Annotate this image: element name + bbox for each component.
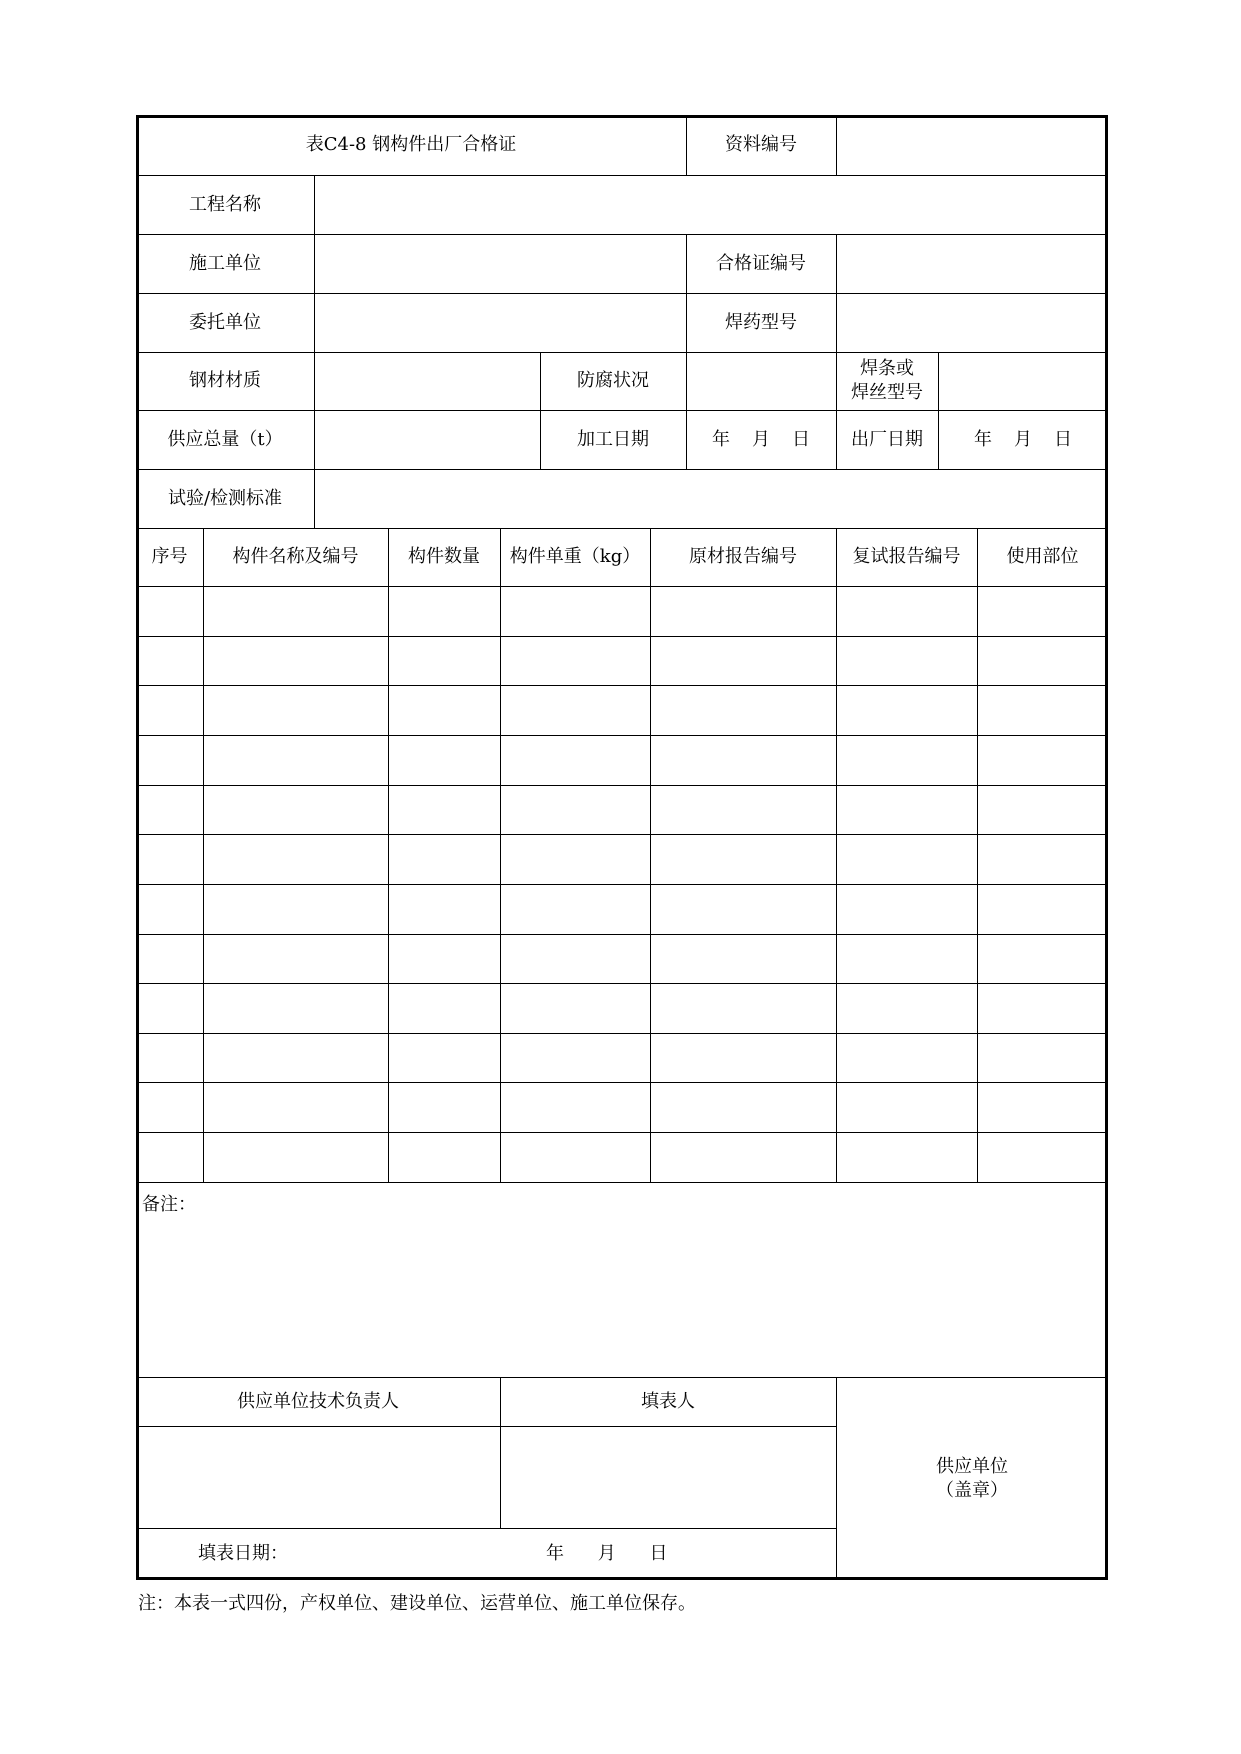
filler-label: 填表人 bbox=[641, 1390, 695, 1412]
processing-date-month: 月 bbox=[752, 428, 770, 450]
test-standard-field[interactable] bbox=[314, 469, 1108, 528]
col-divider bbox=[388, 528, 389, 1182]
col-header-quantity: 构件数量 bbox=[408, 546, 480, 567]
doc-no-label: 资料编号 bbox=[725, 134, 797, 155]
flux-model-field[interactable] bbox=[836, 293, 1108, 352]
fill-date-label: 填表日期： bbox=[198, 1543, 288, 1564]
processing-date-day: 日 bbox=[792, 428, 810, 450]
row-divider bbox=[136, 834, 1108, 835]
tech-lead-label: 供应单位技术负责人 bbox=[237, 1390, 399, 1412]
row-divider bbox=[136, 1082, 1108, 1083]
factory-date-year: 年 bbox=[974, 428, 992, 450]
fill-date-year: 年 bbox=[546, 1543, 564, 1564]
row-divider bbox=[136, 685, 1108, 686]
col-divider bbox=[977, 528, 978, 1182]
seal-label: （盖章） bbox=[936, 1479, 1008, 1501]
footnote: 注：本表一式四份，产权单位、建设单位、运营单位、施工单位保存。 bbox=[138, 1593, 696, 1614]
doc-no-field[interactable] bbox=[836, 115, 1108, 175]
col-divider bbox=[203, 528, 204, 1182]
supplier-seal-area[interactable] bbox=[836, 1377, 1108, 1580]
factory-date-field[interactable] bbox=[938, 410, 1108, 469]
electrode-label bbox=[836, 352, 938, 410]
fill-date-month: 月 bbox=[597, 1543, 616, 1564]
col-header-name: 构件名称及编号 bbox=[232, 546, 359, 567]
col-header-retest-report: 复试报告编号 bbox=[852, 546, 961, 567]
electrode-label-line2: 焊丝型号 bbox=[851, 382, 923, 403]
col-header-usage-location: 使用部位 bbox=[1006, 546, 1079, 567]
anticorrosion-label: 防腐状况 bbox=[577, 370, 649, 391]
row-divider bbox=[136, 1033, 1108, 1034]
row-divider bbox=[136, 636, 1108, 637]
col-header-unit-weight: 构件单重（kg） bbox=[509, 546, 641, 567]
client-unit-label: 委托单位 bbox=[189, 311, 261, 333]
construction-unit-label: 施工单位 bbox=[189, 252, 261, 274]
col-divider bbox=[836, 528, 837, 1182]
factory-date-month: 月 bbox=[1014, 428, 1032, 450]
tech-lead-signature-field[interactable] bbox=[136, 1426, 500, 1528]
row-divider bbox=[136, 934, 1108, 935]
factory-date-label: 出厂日期 bbox=[851, 428, 923, 450]
row-divider bbox=[136, 1182, 1108, 1183]
row-divider bbox=[136, 1132, 1108, 1133]
row-divider bbox=[136, 785, 1108, 786]
project-name-field[interactable] bbox=[314, 175, 1108, 234]
construction-unit-field[interactable] bbox=[314, 234, 686, 293]
client-unit-field[interactable] bbox=[314, 293, 686, 352]
steel-material-field[interactable] bbox=[314, 352, 540, 410]
test-standard-label: 试验/检测标准 bbox=[167, 487, 283, 509]
project-name-label: 工程名称 bbox=[189, 193, 261, 215]
fill-date-day: 日 bbox=[649, 1543, 668, 1564]
row-divider bbox=[136, 586, 1108, 587]
electrode-field[interactable] bbox=[938, 352, 1108, 410]
supplier-label: 供应单位 bbox=[936, 1455, 1008, 1477]
remarks-label: 备注： bbox=[142, 1194, 196, 1215]
steel-material-label: 钢材材质 bbox=[189, 370, 261, 391]
flux-model-label: 焊药型号 bbox=[725, 311, 797, 333]
supply-total-field[interactable] bbox=[314, 410, 540, 469]
certificate-no-field[interactable] bbox=[836, 234, 1108, 293]
form-title: 表C4-8 钢构件出厂合格证 bbox=[305, 134, 517, 155]
filler-signature-field[interactable] bbox=[500, 1426, 836, 1528]
col-divider bbox=[650, 528, 651, 1182]
processing-date-year: 年 bbox=[712, 428, 730, 450]
col-divider bbox=[500, 528, 501, 1182]
supply-total-label: 供应总量（t） bbox=[167, 428, 283, 450]
row-divider bbox=[136, 884, 1108, 885]
anticorrosion-field[interactable] bbox=[686, 352, 836, 410]
row-divider bbox=[136, 983, 1108, 984]
col-header-no: 序号 bbox=[151, 546, 188, 567]
col-header-raw-report: 原材报告编号 bbox=[689, 546, 797, 567]
certificate-no-label: 合格证编号 bbox=[716, 252, 806, 274]
factory-date-day: 日 bbox=[1054, 428, 1072, 450]
remarks-field[interactable] bbox=[136, 1220, 1108, 1375]
processing-date-label: 加工日期 bbox=[577, 428, 649, 450]
row-divider bbox=[136, 1528, 836, 1529]
row-divider bbox=[136, 735, 1108, 736]
electrode-label-line1: 焊条或 bbox=[860, 358, 914, 379]
fill-date-field[interactable] bbox=[546, 1542, 667, 1566]
processing-date-field[interactable] bbox=[686, 410, 836, 469]
